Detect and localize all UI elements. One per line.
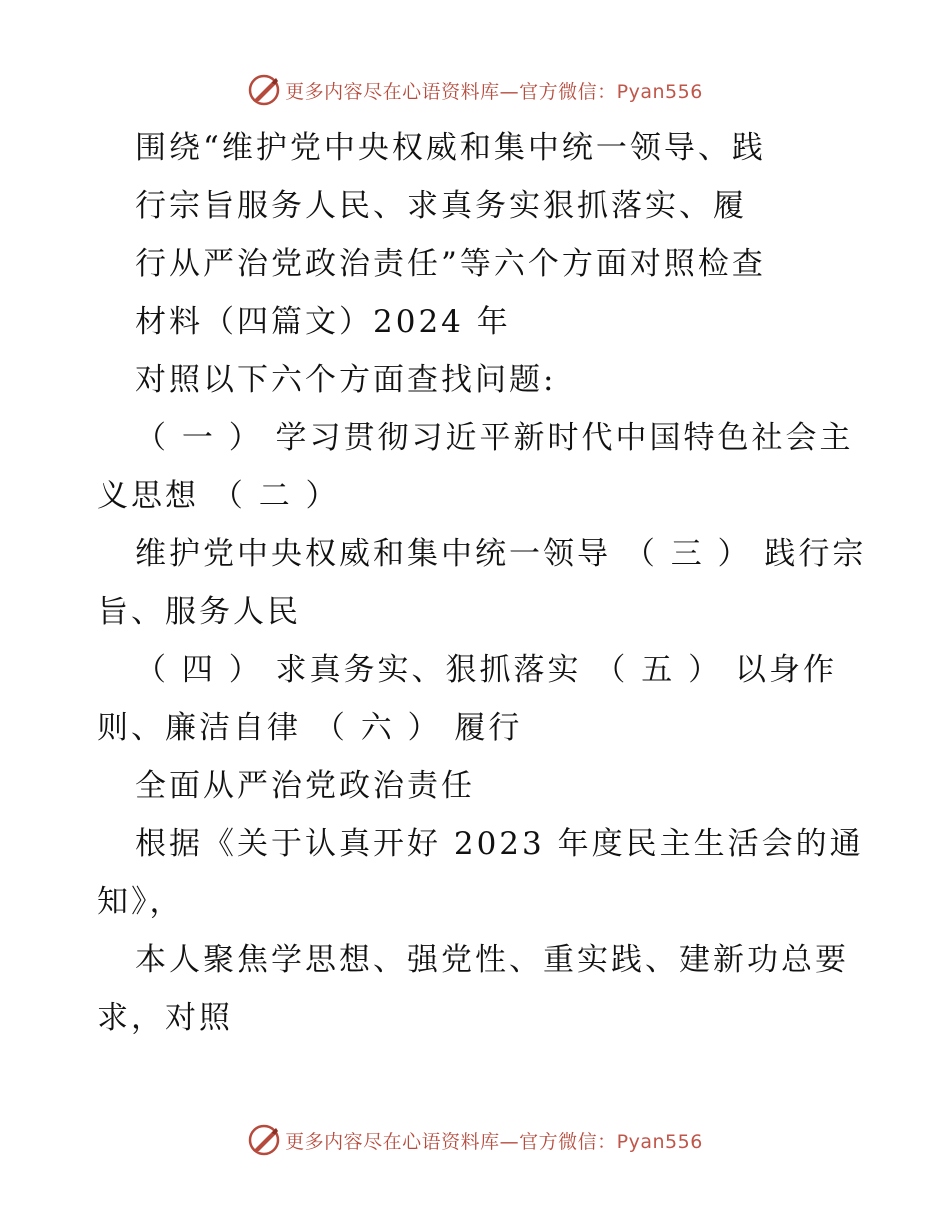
text-line: 对照以下六个方面查找问题: xyxy=(135,362,557,398)
text-line: 根据《关于认真开好 2023 年度民主生活会的通 xyxy=(135,826,864,862)
text-line: 本人聚焦学思想、强党性、重实践、建新功总要 xyxy=(135,942,849,978)
text-line: （ 四 ） 求真务实、狠抓落实 （ 五 ） 以身作 xyxy=(135,652,837,688)
text-line: 求，对照 xyxy=(97,1000,233,1036)
text-line: 维护党中央权威和集中统一领导 （ 三 ） 践行宗 xyxy=(135,536,867,572)
text-line: 行从严治党政治责任”等六个方面对照检查 xyxy=(135,246,766,282)
watermark-text: 更多内容尽在心语资料库—官方微信：Pyan556 xyxy=(285,80,703,103)
watermark-footer xyxy=(0,1120,950,1160)
pen-logo-icon xyxy=(247,1123,281,1157)
text-line: 围绕“维护党中央权威和集中统一领导、践 xyxy=(135,130,766,166)
text-line: （ 一 ） 学习贯彻习近平新时代中国特色社会主 xyxy=(135,420,854,456)
watermark-header xyxy=(0,70,950,110)
text-line: 材料（四篇文）2024 年 xyxy=(135,304,511,340)
text-line: 全面从严治党政治责任 xyxy=(135,768,475,804)
text-line: 则、廉洁自律 （ 六 ） 履行 xyxy=(97,710,523,746)
text-line: 旨、服务人民 xyxy=(97,594,301,630)
text-line: 行宗旨服务人民、求真务实狠抓落实、履 xyxy=(135,188,747,224)
pen-logo-icon xyxy=(247,73,281,107)
text-line: 义思想 （ 二 ） xyxy=(97,478,340,514)
text-line: 知》， xyxy=(97,884,184,920)
watermark-text: 更多内容尽在心语资料库—官方微信：Pyan556 xyxy=(285,1130,703,1153)
